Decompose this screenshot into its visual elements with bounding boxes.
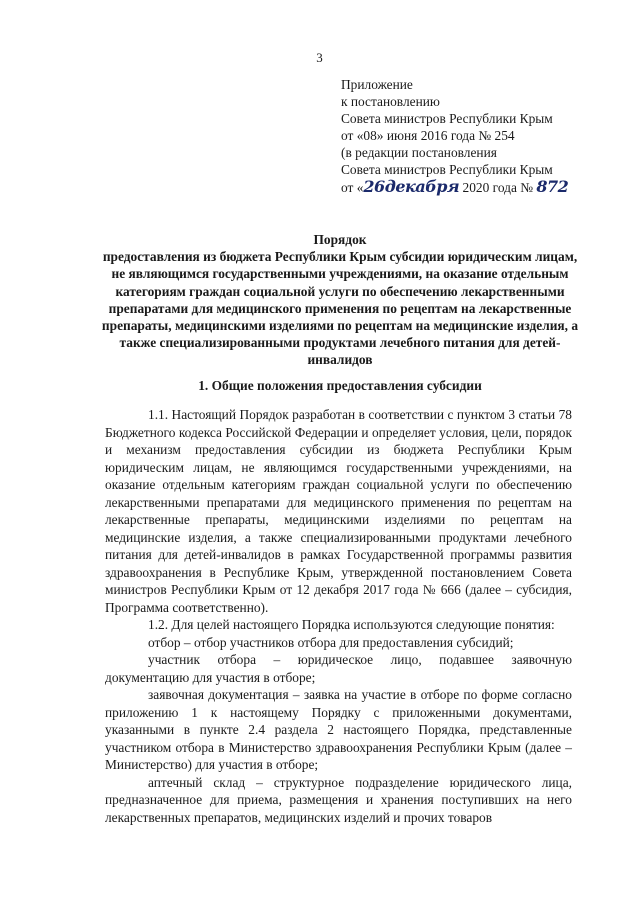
paragraph: заявочная документация – заявка на участие в отборе по форме согласно приложению 1 к настоящему Порядку с приложенными документами, указанными в пункте 2.4 раздела 2 настоящего Порядка, представленные участником отбора в Министерство здравоохранения Республики Крым (далее – Министерство) для участия в отборе;	[105, 687, 572, 772]
appendix-year: 2020 года №	[462, 180, 534, 195]
page-number: 3	[316, 50, 323, 65]
paragraph: 1.1. Настоящий Порядок разработан в соответствии с пунктом 3 статьи 78 Бюджетного кодекса Российской Федерации и определяет условия, цели, порядок и механизм предоставления субсидии из бюджета Республики Крым юридическим лицам, не являющимся государственными учреждениями, на оказание отдельным категориям граждан социальной услуги по обеспечению лекарственными препаратами для медицинского применения по рецептам на лекарственные препараты, медицинскими изделиями по рецептам на медицинские изделия, а также специализированными продуктами лечебного питания для детей-инвалидов в рамках Государственной программы развития здравоохранения в Республике Крым, утвержденной постановлением Совета министров Республики Крым от 12 декабря 2017 года № 666 (далее – субсидия, Программа соответственно).	[105, 407, 572, 615]
document-title	[100, 231, 580, 369]
handwritten-day: 26	[363, 177, 385, 196]
appendix-block	[341, 76, 568, 196]
handwritten-number: 872	[536, 177, 569, 196]
paragraph: участник отбора – юридическое лицо, подавшее заявочную документацию для участия в отборе;	[105, 652, 572, 685]
section-heading: 1. Общие положения предоставления субсидии	[198, 378, 482, 393]
appendix-line: (в редакции постановления	[341, 145, 497, 160]
appendix-line: Совета министров Республики Крым	[341, 162, 553, 177]
section-body	[105, 406, 572, 826]
handwritten-month: декабря	[384, 177, 460, 196]
appendix-date-prefix: от «	[341, 180, 364, 195]
paragraph: отбор – отбор участников отбора для предоставления субсидий;	[148, 634, 514, 650]
appendix-line: к постановлению	[341, 94, 440, 109]
paragraph: 1.2. Для целей настоящего Порядка используются следующие понятия:	[148, 617, 555, 632]
title-body: предоставления из бюджета Республики Крым субсидии юридическим лицам, не являющимся государственными учреждениями, на оказание отдельным категориям граждан социальной услуги по обеспечению лекарственными препаратами для медицинского применения по рецептам на лекарственные препараты, медицинскими изделиями по рецептам на медицинские изделия, а также специализированными продуктами лечебного питания для детей-инвалидов	[101, 249, 579, 368]
appendix-line: Приложение	[341, 77, 413, 92]
appendix-date-line	[341, 178, 568, 196]
paragraph: аптечный склад – структурное подразделение юридического лица, предназначенное для приема, размещения и хранения поступивших на него лекарственных препаратов, медицинских изделий и прочих товаров	[105, 774, 572, 825]
appendix-line: Совета министров Республики Крым	[341, 111, 553, 126]
appendix-line: от «08» июня 2016 года № 254	[341, 128, 515, 143]
title-heading: Порядок	[313, 232, 367, 247]
